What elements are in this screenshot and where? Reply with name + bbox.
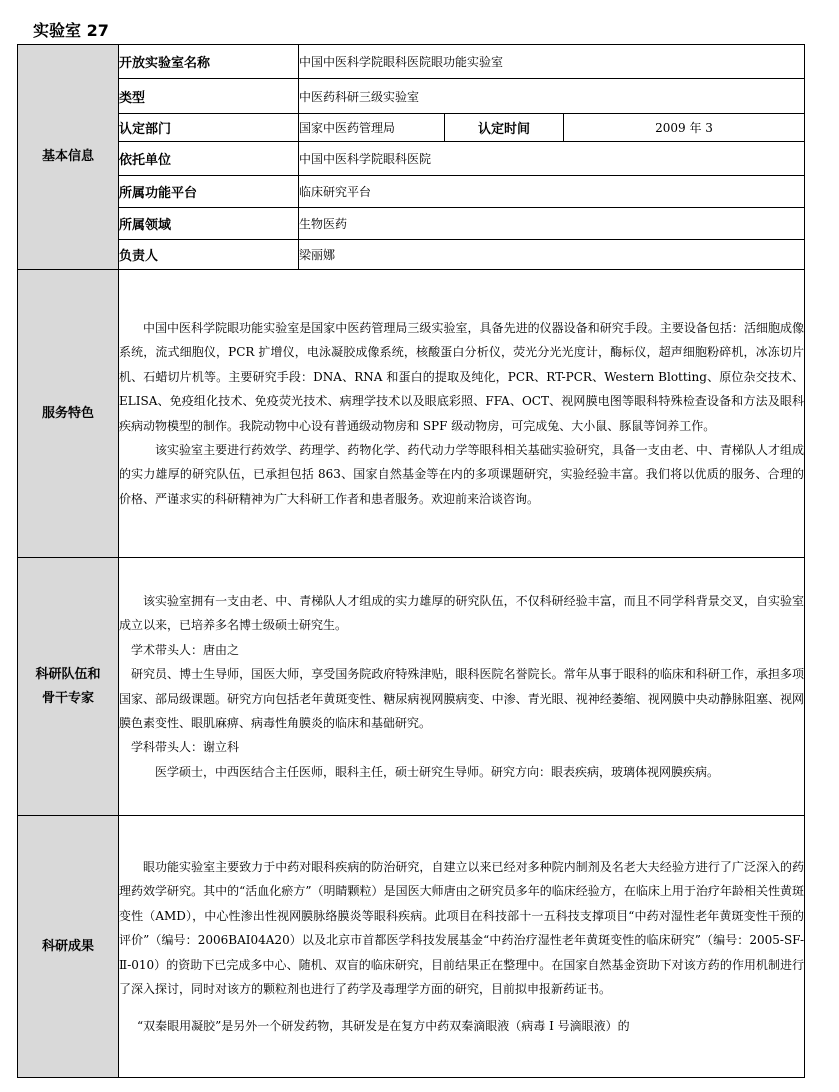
section-team-line1: 科研队伍和 [35,666,101,682]
team-leader-1: 学术带头人：唐由之 [131,642,240,657]
section-service: 服务特色 [18,270,119,558]
section-basic-info: 基本信息 [18,45,119,270]
team-text [119,558,805,816]
section-team [18,558,119,816]
results-paragraph-2: “双秦眼用凝胶”是另外一个研发药物，其研发是在复方中药双秦滴眼液（病毒 Ⅰ 号滴眼液）的 [137,1018,630,1033]
platform-label: 所属功能平台 [119,176,299,208]
type-value: 中医药科研三级实验室 [299,79,805,114]
leader-label: 负责人 [119,240,299,270]
leader-value: 梁丽娜 [299,240,805,270]
dept-value: 国家中医药管理局 [299,114,445,142]
service-paragraph-2: 该实验室主要进行药效学、药理学、药物化学、药代动力学等眼科相关基础实验研究，具备一支由老、中、青梯队人才组成的实力雄厚的研究队伍，已承担包括 863、国家自然基金等在内的多项课题研究，实验经验丰富。我们将以优质的服务、合理的价格、严谨求实的科研精神为广大科研工作者和患者服务。欢迎前来洽谈咨询。 [119,442,805,506]
service-text [119,270,805,558]
lab-name-value: 中国中医科学院眼科医院眼功能实验室 [299,45,805,79]
team-paragraph-1: 该实验室拥有一支由老、中、青梯队人才组成的实力雄厚的研究队伍，不仅科研经验丰富，而且不同学科背景交叉，自实验室成立以来，已培养多名博士级硕士研究生。 [119,593,805,633]
service-paragraph-1: 中国中医科学院眼功能实验室是国家中医药管理局三级实验室，具备先进的仪器设备和研究手段。主要设备包括：活细胞成像系统，流式细胞仪，PCR 扩增仪，电泳凝胶成像系统，核酸蛋白分析仪，荧光分光光度计，酶标仪，超声细胞粉碎机，冰冻切片机、石蜡切片机等。主要研究手段：DNA、RNA 和蛋白的提取及纯化，PCR、RT-PCR、Western Blotting、原位杂交技术、ELISA、免疫组化技术、免疫荧光技术、病理学技术以及眼底彩照、FFA、OCT、视网膜电图等眼科特殊检查设备和方法及眼科疾病动物模型的制作。我院动物中心设有普通级动物房和 SPF 级动物房，可完成兔、大小鼠、豚鼠等饲养工作。 [119,320,805,433]
results-text [119,816,805,1078]
time-value: 2009 年 3 [564,114,805,142]
lab-name-label: 开放实验室名称 [119,45,299,79]
field-label: 所属领域 [119,208,299,240]
field-value: 生物医药 [299,208,805,240]
lab-info-table [17,44,805,1078]
team-paragraph-3: 医学硕士，中西医结合主任医师，眼科主任，硕士研究生导师。研究方向：眼表疾病，玻璃体视网膜疾病。 [155,764,720,779]
section-results: 科研成果 [18,816,119,1078]
org-label: 依托单位 [119,142,299,176]
section-team-line2: 骨干专家 [41,690,94,706]
page-title: 实验室 27 [33,21,109,40]
platform-value: 临床研究平台 [299,176,805,208]
team-leader-2: 学科带头人：谢立科 [131,740,240,755]
dept-label: 认定部门 [119,114,299,142]
time-label: 认定时间 [445,114,564,142]
org-value: 中国中医科学院眼科医院 [299,142,805,176]
results-paragraph-1: 眼功能实验室主要致力于中药对眼科疾病的防治研究，自建立以来已经对多种院内制剂及名老大夫经验方进行了广泛深入的药理药效学研究。其中的“活血化瘀方”（明睛颗粒）是国医大师唐由之研究员多年的临床经验方，在临床上用于治疗年龄相关性黄斑变性（AMD），中心性渗出性视网膜脉络膜炎等眼科疾病。此项目在科技部十一五科技支撑项目“中药对湿性老年黄斑变性干预的评价”（编号：2006BAI04A20）以及北京市首都医学科技发展基金“中药治疗湿性老年黄斑变性的临床研究”（编号：2005-SF-Ⅱ-010）的资助下已完成多中心、随机、双盲的临床研究，目前结果正在整理中。在国家自然基金资助下对该方药的作用机制进行了深入探讨，同时对该方的颗粒剂也进行了药学及毒理学方面的研究，目前拟申报新药证书。 [119,860,805,997]
team-paragraph-2: 研究员、博士生导师，国医大师，享受国务院政府特殊津贴，眼科医院名誉院长。常年从事于眼科的临床和科研工作，承担多项国家、部局级课题。研究方向包括老年黄斑变性、糖尿病视网膜病变、中渗、青光眼、视神经萎缩、视网膜中央动静脉阻塞、视网膜色素变性、眼肌麻痹、病毒性角膜炎的临床和基础研究。 [119,667,805,730]
type-label: 类型 [119,79,299,114]
